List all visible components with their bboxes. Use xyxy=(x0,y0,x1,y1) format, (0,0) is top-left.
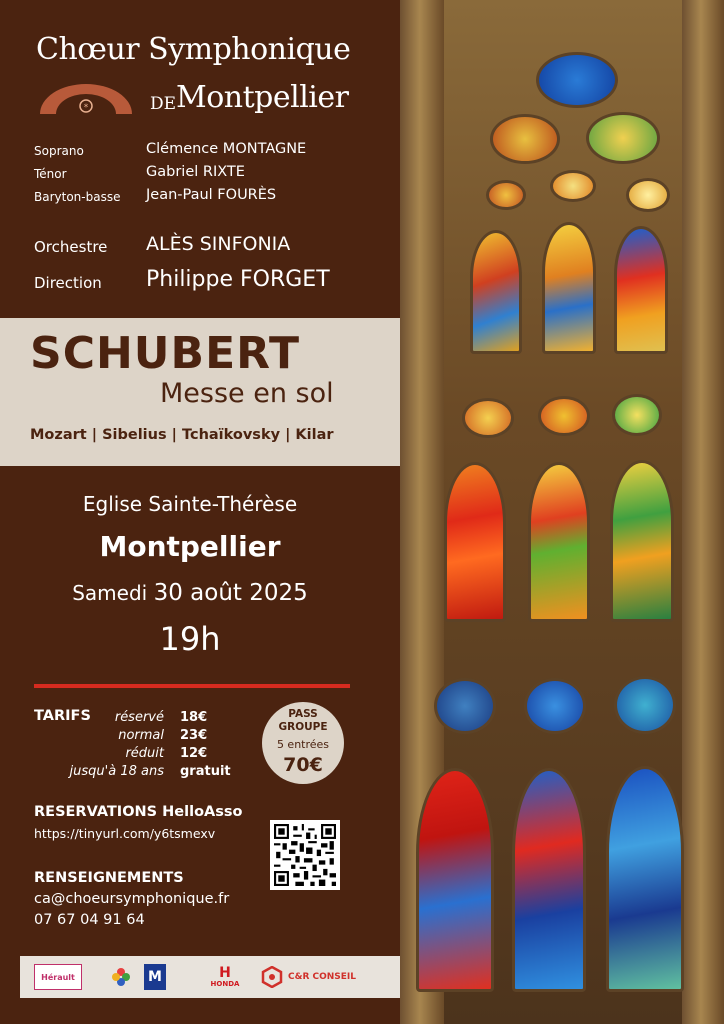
program-other-composers: Mozart | Sibelius | Tchaïkovsky | Kilar xyxy=(30,427,334,443)
lancet-window xyxy=(444,462,506,622)
rose-window xyxy=(486,180,526,210)
pass-line2: GROUPE xyxy=(278,721,328,733)
orchestra-role: Orchestre xyxy=(34,238,108,256)
tarif-price: 23€ xyxy=(180,728,208,743)
program-composer: SCHUBERT xyxy=(30,328,301,379)
sponsor-herault-text: Hérault xyxy=(41,972,75,982)
soloist-role-tenor: Ténor xyxy=(34,167,67,181)
soloist-role-soprano: Soprano xyxy=(34,144,84,158)
flower-icon xyxy=(110,966,132,988)
rose-window xyxy=(612,394,662,436)
choir-logo xyxy=(38,82,134,114)
sponsor-cr-text: C&R CONSEIL xyxy=(288,972,357,982)
reservations-heading: RESERVATIONS HelloAsso xyxy=(34,804,243,820)
rose-window xyxy=(490,114,560,164)
honda-h-icon: H xyxy=(219,965,231,981)
pass-line1: PASS xyxy=(288,708,318,720)
lancet-window xyxy=(512,768,586,992)
soloist-role-baritone: Baryton-basse xyxy=(34,190,121,204)
event-date xyxy=(0,580,380,606)
rose-window xyxy=(550,170,596,202)
choir-title-de: DE xyxy=(150,94,177,114)
sponsor-cr-icon xyxy=(260,964,284,990)
sponsor-bar xyxy=(20,956,400,998)
pass-line3: 5 entrées xyxy=(276,738,330,751)
lancet-window xyxy=(470,230,522,354)
rose-window xyxy=(538,396,590,436)
info-phone[interactable]: 07 67 04 91 64 xyxy=(34,912,145,928)
cr-hexagon-icon xyxy=(261,966,283,988)
pass-price: 70€ xyxy=(283,754,323,776)
choir-title-line1: Chœur Symphonique xyxy=(36,32,351,67)
rose-window xyxy=(626,178,670,212)
direction-role: Direction xyxy=(34,274,102,292)
lancet-window xyxy=(528,462,590,622)
stone-pillar-right xyxy=(682,0,724,1024)
lancet-window xyxy=(416,768,494,992)
event-date-main: 30 août 2025 xyxy=(153,580,308,606)
tarif-label: jusqu'à 18 ans xyxy=(69,764,164,779)
tarif-label: réservé xyxy=(114,710,164,725)
svg-text:*: * xyxy=(83,103,89,113)
soloist-name-soprano: Clémence MONTAGNE xyxy=(146,141,307,157)
rose-window xyxy=(524,678,586,734)
sponsor-montpellier-flower-logo xyxy=(106,964,136,990)
info-email[interactable]: ca@choeursymphonique.fr xyxy=(34,891,230,907)
tarif-price: gratuit xyxy=(180,764,231,779)
divider-line xyxy=(34,684,350,688)
sponsor-herault-logo xyxy=(34,964,82,990)
choir-title-line2: Montpellier xyxy=(176,80,349,115)
orchestra-name: ALÈS SINFONIA xyxy=(146,233,291,255)
sponsor-montpellier-m-logo: M xyxy=(144,964,166,990)
direction-name: Philippe FORGET xyxy=(146,267,330,292)
sponsor-honda-text: HONDA xyxy=(210,980,240,988)
pass-groupe-badge xyxy=(262,702,344,784)
tarif-label: réduit xyxy=(125,746,164,761)
tarifs-heading: TARIFS xyxy=(34,708,91,724)
rose-window xyxy=(614,676,676,734)
tarif-label: normal xyxy=(118,728,164,743)
program-work: Messe en sol xyxy=(160,378,334,409)
qr-code[interactable] xyxy=(270,820,340,890)
info-heading: RENSEIGNEMENTS xyxy=(34,870,184,886)
tarif-price: 18€ xyxy=(180,710,208,725)
event-date-prefix: Samedi xyxy=(72,581,148,605)
lancet-window xyxy=(606,766,684,992)
event-city: Montpellier xyxy=(99,530,281,563)
event-time: 19h xyxy=(159,620,221,658)
rose-window xyxy=(586,112,660,164)
rose-window xyxy=(434,678,496,734)
soloist-name-tenor: Gabriel RIXTE xyxy=(146,164,245,180)
lancet-window xyxy=(610,460,674,622)
rose-window xyxy=(462,398,514,438)
sponsor-honda-logo xyxy=(200,964,250,990)
lancet-window xyxy=(542,222,596,354)
reservations-link[interactable]: https://tinyurl.com/y6tsmexv xyxy=(34,826,216,841)
lancet-window xyxy=(614,226,668,354)
rose-window xyxy=(536,52,618,108)
tarif-price: 12€ xyxy=(180,746,208,761)
event-venue: Eglise Sainte-Thérèse xyxy=(82,492,298,516)
stained-glass-image xyxy=(400,0,724,1024)
soloist-name-baritone: Jean-Paul FOURÈS xyxy=(146,187,277,203)
